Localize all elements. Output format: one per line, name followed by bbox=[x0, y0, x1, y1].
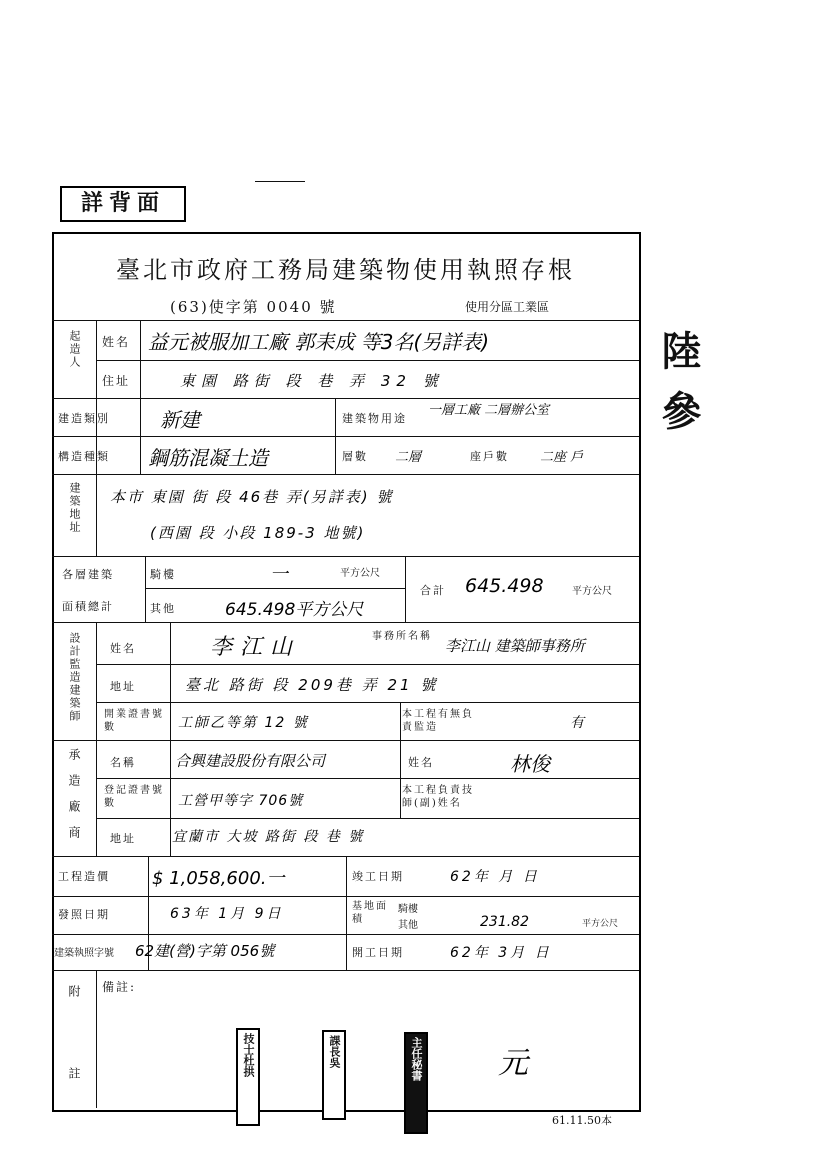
floors-value: 二層 bbox=[395, 450, 422, 465]
secretary-stamp: 主任秘書 bbox=[404, 1032, 428, 1134]
form-footer: 61.11.50本 bbox=[552, 1114, 612, 1127]
technician-stamp: 技士杜拱 bbox=[236, 1028, 260, 1126]
applicant-address-value: 東園 路街 段 巷 弄 32 號 bbox=[180, 372, 444, 390]
complete-value: 62年 月 日 bbox=[450, 869, 540, 885]
structure-value: 鋼筋混凝土造 bbox=[148, 446, 268, 470]
other-label: 其他 bbox=[150, 602, 176, 615]
detail-back-tag-text: 詳背面 bbox=[80, 190, 165, 216]
architect-group-label: 設計監造建築師 bbox=[68, 632, 81, 723]
category-value: 新建 bbox=[160, 408, 200, 432]
remarks-side-label: 附註 bbox=[67, 985, 81, 1149]
section-chief-stamp: 課長吳 bbox=[322, 1030, 346, 1120]
architect-address-label: 地址 bbox=[110, 680, 136, 693]
reg-value: 工營甲等字 706號 bbox=[178, 793, 304, 809]
structure-label: 構造種類 bbox=[58, 450, 110, 463]
office-label: 事務所名稱 bbox=[372, 631, 432, 642]
base-arcade: 騎樓 bbox=[398, 904, 418, 915]
cost-label: 工程造價 bbox=[58, 870, 110, 883]
contractor-address-label: 地址 bbox=[110, 832, 136, 845]
households-label: 座戶數 bbox=[470, 450, 509, 463]
contractor-person-label: 姓名 bbox=[408, 756, 434, 769]
zoning: 使用分區工業區 bbox=[465, 300, 550, 314]
usage-value: 一層工廠 二層辦公室 bbox=[428, 403, 550, 418]
detail-back-tag bbox=[60, 186, 186, 222]
complete-label: 竣工日期 bbox=[352, 870, 404, 883]
architect-address-value: 臺北 路街 段 209巷 弄 21 號 bbox=[185, 676, 439, 694]
contractor-name-label: 名稱 bbox=[110, 756, 136, 769]
form-title: 臺北市政府工務局建築物使用執照存根 bbox=[116, 256, 575, 284]
contractor-name-value: 合興建設股份有限公司 bbox=[175, 752, 326, 770]
arcade-label: 騎樓 bbox=[150, 568, 176, 581]
base-label: 基地面積 bbox=[352, 901, 388, 925]
total-value: 645.498 bbox=[465, 575, 544, 597]
supervision-value: 有 bbox=[570, 715, 584, 731]
usage-label: 建築物用途 bbox=[342, 412, 407, 425]
site-line2: (西園 段 小段 189-3 地號) bbox=[150, 524, 366, 542]
other-value: 645.498平方公尺 bbox=[225, 600, 364, 620]
license-value: 工師乙等第 12 號 bbox=[178, 715, 309, 731]
license-label: 開業證書號數 bbox=[104, 709, 164, 733]
permit-label: 建築執照字號 bbox=[54, 948, 114, 959]
base-other: 其他 bbox=[398, 920, 418, 931]
start-label: 開工日期 bbox=[352, 946, 404, 959]
issue-value: 63年 1月 9日 bbox=[170, 906, 284, 922]
base-unit: 平方公尺 bbox=[582, 919, 619, 929]
total-label: 合計 bbox=[420, 584, 446, 597]
floors-label: 層數 bbox=[342, 450, 368, 463]
side-text: 陸參 bbox=[655, 330, 702, 450]
site-line1: 本市 東園 街 段 46巷 弄(另詳表) 號 bbox=[110, 488, 394, 506]
area-label-bottom: 面積總計 bbox=[62, 600, 114, 613]
arcade-unit: 平方公尺 bbox=[340, 568, 380, 579]
office-value: 李江山 建築師事務所 bbox=[445, 637, 585, 655]
category-label: 建造類別 bbox=[58, 412, 110, 425]
contractor-group-label: 承造廠商 bbox=[67, 748, 81, 852]
arcade-value: 一 bbox=[270, 564, 288, 585]
base-value: 231.82 bbox=[480, 914, 529, 930]
permit-value: 62建(營)字第 056號 bbox=[135, 942, 275, 960]
contractor-address-value: 宜蘭市 大坡 路街 段 巷 號 bbox=[172, 829, 365, 845]
architect-name-label: 姓名 bbox=[110, 642, 136, 655]
issue-label: 發照日期 bbox=[58, 908, 110, 921]
engineer-label: 本工程負責技師(副)姓名 bbox=[402, 785, 474, 809]
reg-label: 登記證書號數 bbox=[104, 785, 164, 809]
applicant-name-value: 益元被服加工廠 郭耒成 等3名(另詳表) bbox=[148, 330, 490, 354]
remarks-label: 備註: bbox=[102, 980, 137, 994]
applicant-group-label: 起造人 bbox=[68, 330, 81, 369]
total-unit: 平方公尺 bbox=[572, 586, 612, 597]
license-number: (63)使字第 0040 號 bbox=[170, 298, 337, 316]
contractor-person-value: 林俊 bbox=[510, 752, 550, 776]
area-label-top: 各層建築 bbox=[62, 568, 114, 581]
architect-name-value: 李江山 bbox=[210, 635, 301, 660]
start-value: 62年 3月 日 bbox=[450, 945, 552, 961]
applicant-name-label: 姓名 bbox=[102, 335, 131, 349]
signature-mark: 元 bbox=[498, 1046, 528, 1081]
households-value: 二座 戶 bbox=[540, 450, 584, 465]
cost-value: $ 1,058,600.一 bbox=[152, 868, 285, 889]
applicant-address-label: 住址 bbox=[102, 374, 131, 388]
site-label: 建築地址 bbox=[68, 482, 81, 534]
supervision-label: 本工程有無負責監造 bbox=[402, 709, 474, 733]
